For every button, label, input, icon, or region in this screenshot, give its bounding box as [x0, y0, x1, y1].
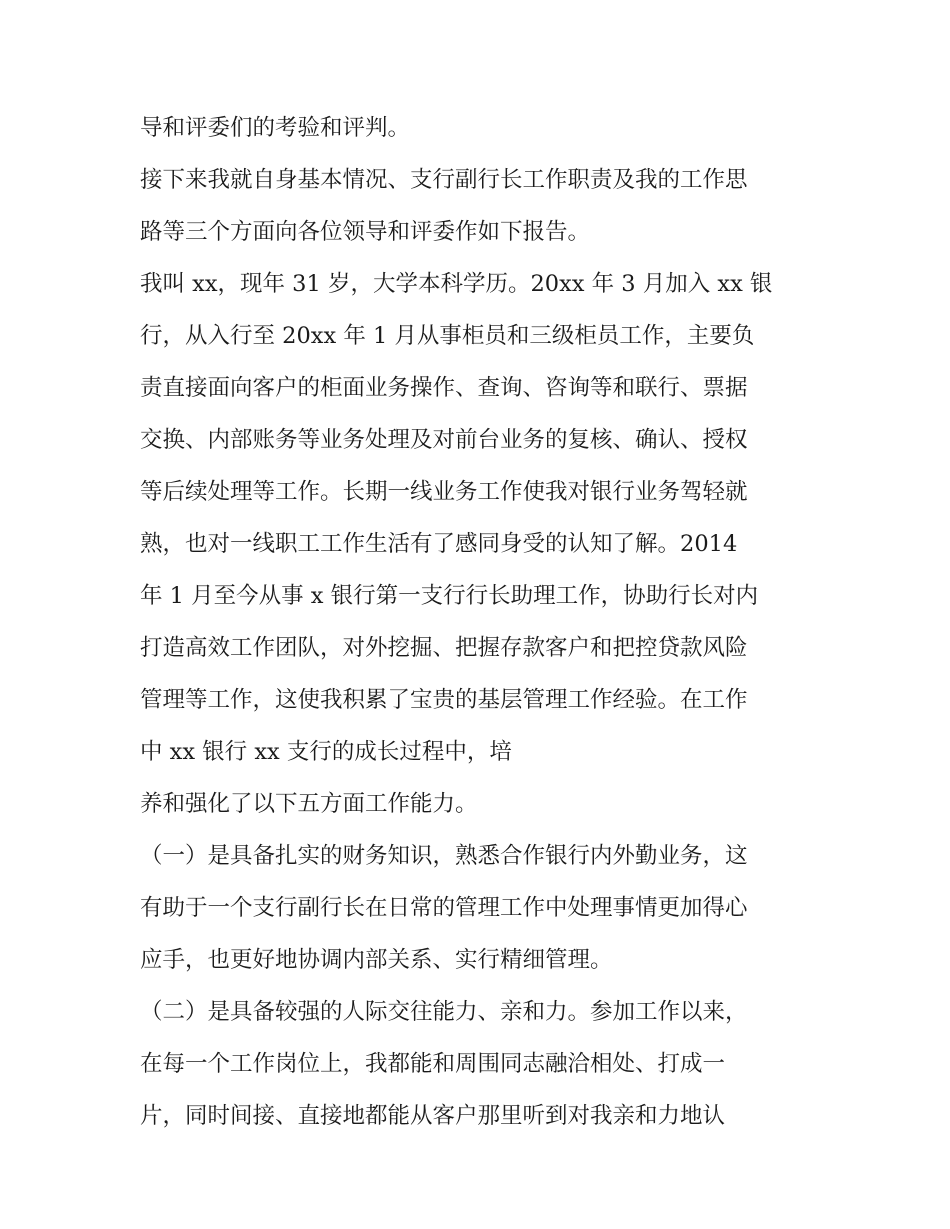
text-line: 在每一个工作岗位上，我都能和周围同志融洽相处、打成一	[140, 1051, 726, 1077]
text-line: 养和强化了以下五方面工作能力。	[140, 791, 478, 817]
text-line: 责直接面向客户的柜面业务操作、查询、咨询等和联行、票据	[140, 375, 748, 401]
text-line: （一）是具备扎实的财务知识，熟悉合作银行内外勤业务，这	[140, 843, 748, 869]
text-line: 片，同时间接、直接地都能从客户那里听到对我亲和力地认	[140, 1103, 726, 1129]
text-line: （二）是具备较强的人际交往能力、亲和力。参加工作以来，	[140, 999, 748, 1025]
text-line: 交换、内部账务等业务处理及对前台业务的复核、确认、授权	[140, 427, 748, 453]
text-line: 接下来我就自身基本情况、支行副行长工作职责及我的工作思	[140, 167, 748, 193]
text-line: 行，从入行至 20xx 年 1 月从事柜员和三级柜员工作，主要负	[140, 323, 755, 349]
text-line: 路等三个方面向各位领导和评委作如下报告。	[140, 219, 591, 245]
text-line: 中 xx 银行 xx 支行的成长过程中，培	[140, 739, 512, 765]
text-line: 管理等工作，这使我积累了宝贵的基层管理工作经验。在工作	[140, 687, 748, 713]
text-line: 有助于一个支行副行长在日常的管理工作中处理事情更加得心	[140, 895, 748, 921]
text-line: 打造高效工作团队，对外挖掘、把握存款客户和把控贷款风险	[140, 635, 748, 661]
text-line: 熟，也对一线职工工作生活有了感同身受的认知了解。2014	[140, 531, 738, 557]
text-line: 应手，也更好地协调内部关系、实行精细管理。	[140, 947, 613, 973]
text-line: 年 1 月至今从事 x 银行第一支行行长助理工作，协助行长对内	[140, 583, 759, 609]
text-line: 等后续处理等工作。长期一线业务工作使我对银行业务驾轻就	[140, 479, 748, 505]
text-line: 我叫 xx，现年 31 岁，大学本科学历。20xx 年 3 月加入 xx 银	[140, 271, 773, 297]
text-line: 导和评委们的考验和评判。	[140, 115, 411, 141]
